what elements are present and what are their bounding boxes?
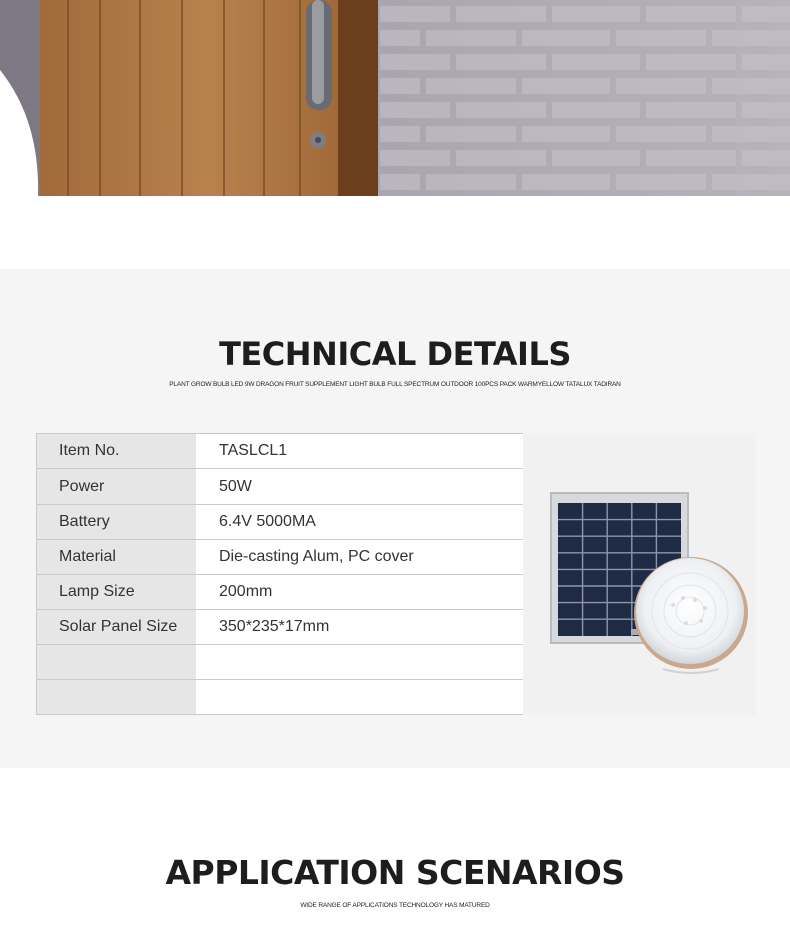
door-photo-icon (0, 0, 790, 196)
spec-label: Material (37, 540, 196, 574)
application-scenarios-title: APPLICATION SCENARIOS (165, 853, 625, 892)
spec-value: 200mm (196, 575, 524, 609)
spec-value: 350*235*17mm (196, 610, 524, 644)
spec-label (37, 680, 196, 714)
spec-row-solar-panel-size (37, 610, 524, 645)
application-scenarios-subtitle: WIDE RANGE OF APPLICATIONS TECHNOLOGY HAS MATURED (300, 902, 490, 909)
spec-row-material (37, 540, 524, 575)
spec-row-empty (37, 680, 524, 715)
spec-row-lamp-size (37, 575, 524, 610)
spec-label: Battery (37, 505, 196, 539)
product-image (523, 433, 756, 715)
spec-value: 6.4V 5000MA (196, 505, 524, 539)
spec-row-battery (37, 505, 524, 540)
spec-value (196, 680, 524, 714)
technical-details-title: TECHNICAL DETAILS (219, 335, 571, 373)
technical-details-subtitle: PLANT GROW BULB LED 9W DRAGON FRUIT SUPPLEMENT LIGHT BULB FULL SPECTRUM OUTDOOR 100PCS PACK WARMYELLOW TATALUX TADIRAN (169, 381, 621, 388)
hero-photo (0, 0, 790, 196)
spec-table (36, 433, 523, 715)
spec-label: Lamp Size (37, 575, 196, 609)
spec-value: 50W (196, 469, 524, 504)
spec-row-item-no (37, 434, 524, 469)
spec-row-empty (37, 645, 524, 680)
spec-label: Power (37, 469, 196, 504)
spec-label (37, 645, 196, 679)
technical-details-section (0, 269, 790, 768)
spec-value (196, 645, 524, 679)
spec-row-power (37, 469, 524, 505)
spec-label: Item No. (37, 434, 196, 468)
spec-label: Solar Panel Size (37, 610, 196, 644)
spec-value: TASLCL1 (196, 434, 524, 468)
solar-ceiling-light-icon (523, 433, 756, 715)
spec-value: Die-casting Alum, PC cover (196, 540, 524, 574)
